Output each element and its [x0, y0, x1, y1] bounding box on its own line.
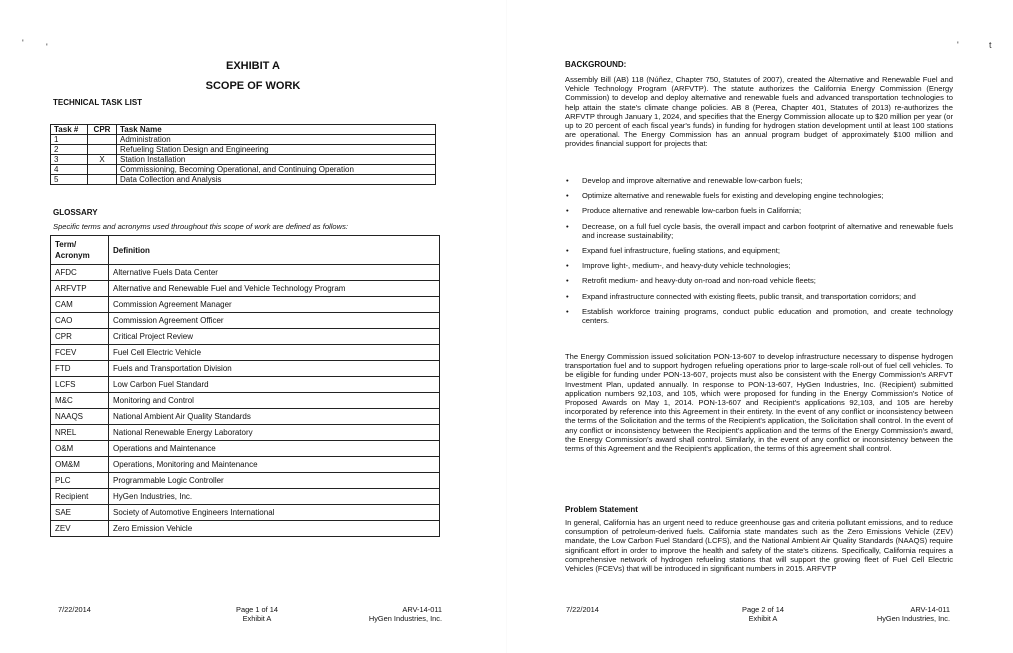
- objective-bullet: • Decrease, on a full fuel cycle basis, the overall impact and carbon footprint of alternative and renewable fuels and increase sustainability;: [565, 222, 953, 240]
- glossary-definition: Low Carbon Fuel Standard: [109, 377, 440, 393]
- glossary-row: [51, 265, 440, 281]
- footer-agreement-number: ARV-14-011: [910, 605, 950, 614]
- footer-company: HyGen Industries, Inc.: [368, 614, 442, 623]
- glossary-term: FTD: [51, 361, 109, 377]
- glossary-note: Specific terms and acronyms used throughout this scope of work are defined as follows:: [53, 222, 349, 231]
- objective-bullet: • Optimize alternative and renewable fuels for existing and developing engine technologies;: [565, 191, 953, 200]
- glossary-definition: Alternative and Renewable Fuel and Vehicle Technology Program: [109, 281, 440, 297]
- objective-bullet: • Improve light-, medium-, and heavy-duty vehicle technologies;: [565, 261, 953, 270]
- footer-agreement-block: [852, 605, 950, 623]
- glossary-definition: Zero Emission Vehicle: [109, 521, 440, 537]
- task-name: Commissioning, Becoming Operational, and Continuing Operation: [117, 165, 436, 175]
- header-cpr: CPR: [88, 125, 117, 135]
- glossary-term: ZEV: [51, 521, 109, 537]
- glossary-row: [51, 521, 440, 537]
- footer-date: 7/22/2014: [566, 605, 599, 614]
- problem-statement-heading: Problem Statement: [565, 505, 638, 514]
- objective-bullet: • Retrofit medium- and heavy-duty on-road and non-road vehicle fleets;: [565, 276, 953, 285]
- task-cpr: [88, 175, 117, 185]
- footer-page-block: [212, 605, 302, 623]
- task-cpr: [88, 145, 117, 155]
- glossary-row: [51, 457, 440, 473]
- glossary-row: [51, 361, 440, 377]
- task-cpr: [88, 135, 117, 145]
- task-row: [51, 175, 436, 185]
- objectives-list: [565, 176, 953, 331]
- glossary-term: LCFS: [51, 377, 109, 393]
- task-name: Refueling Station Design and Engineering: [117, 145, 436, 155]
- glossary-term: PLC: [51, 473, 109, 489]
- objective-bullet: • Expand fuel infrastructure, fueling stations, and equipment;: [565, 246, 953, 255]
- glossary-definition: Operations, Monitoring and Maintenance: [109, 457, 440, 473]
- glossary-term: AFDC: [51, 265, 109, 281]
- header-task-num: Task #: [51, 125, 88, 135]
- footer-page-number: Page 1 of 14: [236, 605, 278, 614]
- glossary-term: SAE: [51, 505, 109, 521]
- glossary-row: [51, 329, 440, 345]
- glossary-definition: HyGen Industries, Inc.: [109, 489, 440, 505]
- glossary-row: [51, 441, 440, 457]
- glossary-definition: Commission Agreement Manager: [109, 297, 440, 313]
- glossary-definition: Operations and Maintenance: [109, 441, 440, 457]
- task-name: Administration: [117, 135, 436, 145]
- glossary-term: ARFVTP: [51, 281, 109, 297]
- glossary-definition: Society of Automotive Engineers International: [109, 505, 440, 521]
- glossary-definition: Programmable Logic Controller: [109, 473, 440, 489]
- glossary-term: O&M: [51, 441, 109, 457]
- task-number: 3: [51, 155, 88, 165]
- task-cpr: X: [88, 155, 117, 165]
- footer-page-block: [718, 605, 808, 623]
- glossary-definition: Alternative Fuels Data Center: [109, 265, 440, 281]
- task-cpr: [88, 165, 117, 175]
- glossary-term: Recipient: [51, 489, 109, 505]
- glossary-heading: GLOSSARY: [53, 208, 98, 217]
- glossary-header: [51, 236, 440, 265]
- background-paragraph: Assembly Bill (AB) 118 (Núñez, Chapter 750, Statutes of 2007), created the Alternative and Renewable Fuel and Vehicle Technology Program (ARFVTP). The statute authorizes the California Energy Commission (Energy Commission) to develop and deploy alternative and renewable fuels and advanced transportation technologies to help attain the state's climate change policies. AB 8 (Perea, Chapter 401, Statutes of 2013) re-authorizes the ARFVTP through January 1, 2024, and specifies that the Energy Commission allocate up to $20 million per year (or up to 20 percent of each fiscal year's funds) in funding for hydrogen station development until at least 100 stations are operational. The Energy Commission has an annual program budget of approximately $100 million and provides financial support for projects that:: [565, 75, 953, 149]
- task-row: [51, 135, 436, 145]
- scan-mark: ': [22, 38, 24, 48]
- task-row: [51, 155, 436, 165]
- glossary-row: [51, 489, 440, 505]
- glossary-row: [51, 505, 440, 521]
- footer-agreement-block: [346, 605, 442, 623]
- glossary-row: [51, 473, 440, 489]
- glossary-row: [51, 377, 440, 393]
- glossary-term: CAO: [51, 313, 109, 329]
- objective-bullet: • Expand infrastructure connected with existing fleets, public transit, and transportation corridors; and: [565, 292, 953, 301]
- scan-mark: ': [957, 40, 959, 50]
- glossary-definition: Fuels and Transportation Division: [109, 361, 440, 377]
- task-list-heading: TECHNICAL TASK LIST: [53, 98, 143, 107]
- glossary-row: [51, 393, 440, 409]
- glossary-term: NAAQS: [51, 409, 109, 425]
- objective-bullet: • Produce alternative and renewable low-carbon fuels in California;: [565, 206, 953, 215]
- glossary-row: [51, 345, 440, 361]
- glossary-term: FCEV: [51, 345, 109, 361]
- glossary-definition: Commission Agreement Officer: [109, 313, 440, 329]
- footer-page-number: Page 2 of 14: [742, 605, 784, 614]
- glossary-row: [51, 425, 440, 441]
- footer-company: HyGen Industries, Inc.: [876, 614, 950, 623]
- header-definition: Definition: [109, 236, 440, 265]
- task-name: Station Installation: [117, 155, 436, 165]
- glossary-term: CPR: [51, 329, 109, 345]
- scope-title: SCOPE OF WORK: [205, 80, 301, 92]
- glossary-row: [51, 409, 440, 425]
- header-task-name: Task Name: [117, 125, 436, 135]
- glossary-term: M&C: [51, 393, 109, 409]
- scan-mark: ': [46, 42, 48, 52]
- glossary-row: [51, 313, 440, 329]
- footer-agreement-number: ARV-14-011: [402, 605, 442, 614]
- left-page: [0, 0, 506, 653]
- glossary-definition: Critical Project Review: [109, 329, 440, 345]
- glossary-row: [51, 281, 440, 297]
- footer-date: 7/22/2014: [58, 605, 91, 614]
- header-term: Term/ Acronym: [51, 236, 109, 265]
- task-number: 5: [51, 175, 88, 185]
- problem-statement-paragraph: In general, California has an urgent need to reduce greenhouse gas and criteria pollutant emissions, and to reduce consumption of petroleum-derived fuels. California state mandates such as the Zero Emissions Vehicle (ZEV) mandate, the Low Carbon Fuel Standard (LCFS), and the National Ambient Air Quality Standards (NAAQS) require significant effort in order to improve the health and safety of the state's citizens. Specifically, California requires a comprehensive network of hydrogen refueling stations that will support the growing fleet of Fuel Cell Electric Vehicles (FCEVs) that will be introduced in significant numbers in 2015. ARFVTP: [565, 518, 953, 574]
- glossary-term: NREL: [51, 425, 109, 441]
- solicitation-paragraph: The Energy Commission issued solicitation PON-13-607 to develop infrastructure necessary to dispense hydrogen transportation fuel and to support hydrogen refueling operations prior to large-scale roll-out of fuel cell vehicles. To be eligible for funding under PON-13-607, projects must also be consistent with the Energy Commission's ARFVT Investment Plan, updated annually. In response to PON-13-607, HyGen Industries, Inc. (Recipient) submitted application numbers 92,103, and 105, which were proposed for funding in the Energy Commission's Notice of Proposed Awards on May 1, 2014. PON-13-607 and Recipient's applications 92,103, and 105 are hereby incorporated by reference into this Agreement in their entirety. In the event of any conflict or inconsistency between the terms of the Solicitation and the terms of the Recipient's application, the Solicitation shall control. In the event of any conflict or inconsistency between the Recipient's application and the terms of the Energy Commission's award, the Energy Commission's award shall control. Similarly, in the event of any conflict or inconsistency between the terms of this Agreement and the Recipient's application, the terms of this agreement shall control.: [565, 352, 953, 454]
- glossary-definition: Fuel Cell Electric Vehicle: [109, 345, 440, 361]
- glossary-term: OM&M: [51, 457, 109, 473]
- task-number: 1: [51, 135, 88, 145]
- objective-bullet: • Develop and improve alternative and renewable low-carbon fuels;: [565, 176, 953, 185]
- task-number: 2: [51, 145, 88, 155]
- exhibit-title: EXHIBIT A: [226, 60, 280, 72]
- glossary-definition: National Renewable Energy Laboratory: [109, 425, 440, 441]
- footer-exhibit: Exhibit A: [748, 614, 778, 623]
- background-heading: BACKGROUND:: [565, 60, 627, 69]
- glossary-definition: National Ambient Air Quality Standards: [109, 409, 440, 425]
- glossary-definition: Monitoring and Control: [109, 393, 440, 409]
- glossary-row: [51, 297, 440, 313]
- objective-bullet: • Establish workforce training programs, conduct public education and promotion, and create technology centers.: [565, 307, 953, 325]
- glossary-term: CAM: [51, 297, 109, 313]
- task-table: [50, 124, 436, 185]
- footer-exhibit: Exhibit A: [242, 614, 272, 623]
- glossary-table: [50, 235, 440, 537]
- task-number: 4: [51, 165, 88, 175]
- task-table-header: [51, 125, 436, 135]
- task-row: [51, 165, 436, 175]
- task-name: Data Collection and Analysis: [117, 175, 436, 185]
- scan-mark: t: [989, 40, 992, 50]
- task-row: [51, 145, 436, 155]
